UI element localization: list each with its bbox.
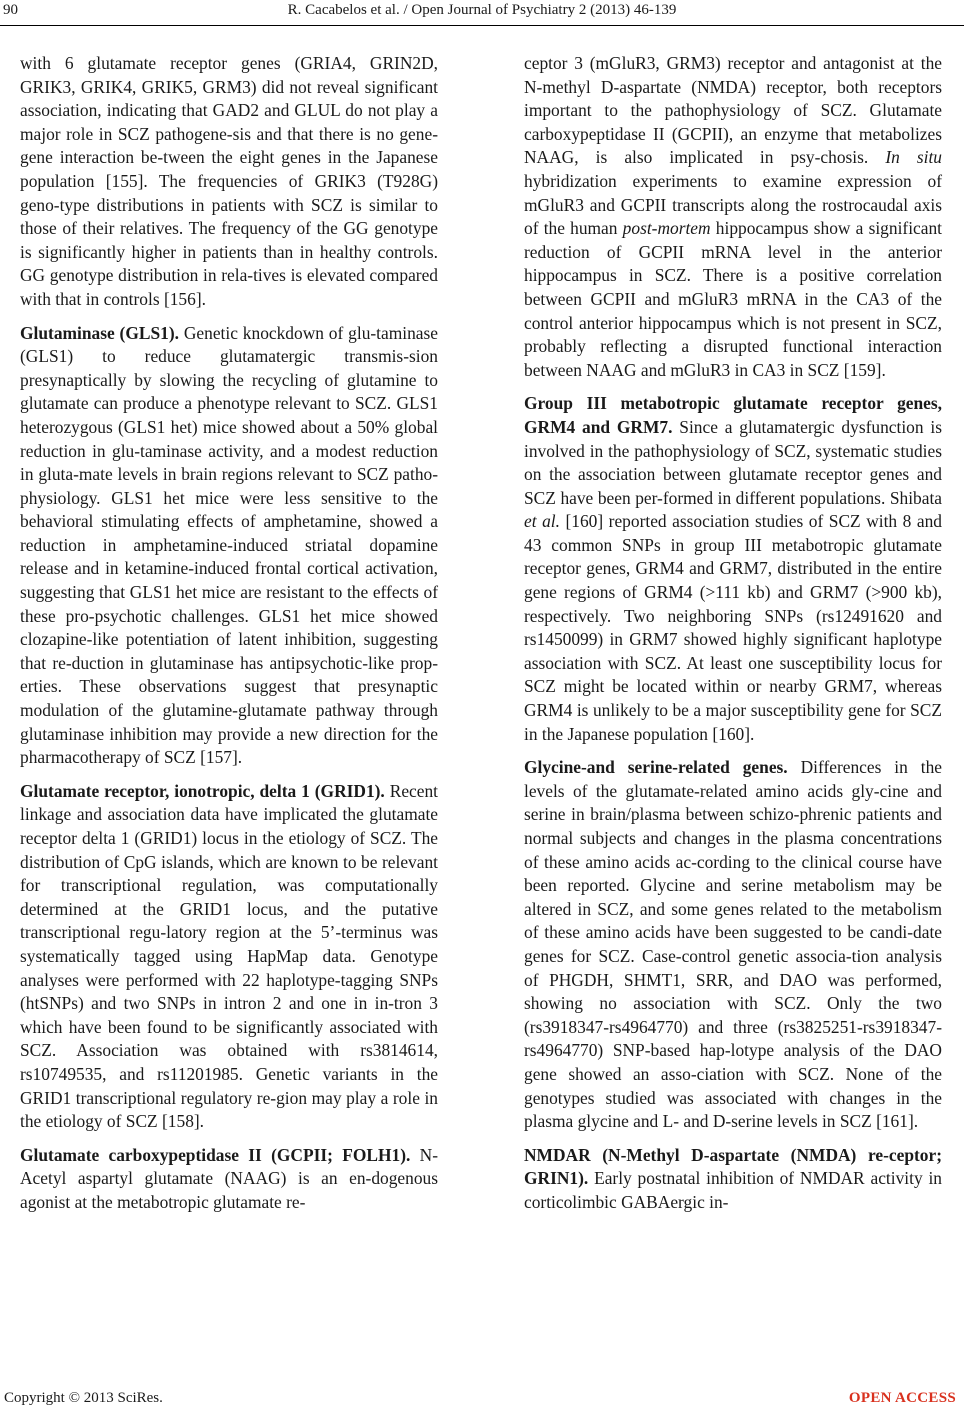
- paragraph-text: Differences in the levels of the glutamate-related amino acids gly-cine and serine in brain/plasma between schizo-phrenic patients and normal subjects and changes in the plasma concentrations of these amino acids ac-cording to the clinical course have been reported. Glycine and serine metabolism may be altered in SCZ, and some genes related to the metabolism of these amino acids have been suggested to be candi-date genes for SCZ. Case-control genetic associa-tion analysis of PHGDH, SHMT1, SRR, and DAO was performed, showing no association with SCZ. Only the two (rs3918347-rs4964770) and three (rs3825251-rs3918347-rs4964770) SNP-based hap-lotype analysis of the DAO gene showed an asso-ciation with SCZ. None of the genotypes studied was associated with changes in the plasma glycine and L- and D-serine levels in SCZ [161].: [524, 757, 942, 1132]
- paragraph: [20, 52, 438, 312]
- paragraph-text: Since a glutamatergic dysfunction is involved in the pathophysiology of SCZ, systematic studies on the association between glutamate receptor genes and SCZ have been per-formed in different populations. Shibata: [524, 416, 942, 508]
- paragraph-text: Early postnatal inhibition of NMDAR activity in corticolimbic GABAergic in-: [524, 1168, 942, 1212]
- section-heading: Group III metabotropic glutamate receptor genes, GRM4 and GRM7.: [524, 393, 942, 437]
- page-footer: [0, 1384, 964, 1412]
- page-number: 90: [3, 2, 18, 18]
- paragraph-text: N-Acetyl aspartyl glutamate (NAAG) is an en-dogenous agonist at the metabotropic glutamate re-: [20, 1144, 438, 1212]
- paragraph-grid1: [20, 780, 438, 1134]
- italic-text: In situ: [885, 147, 942, 168]
- paragraph-grm4-grm7: [524, 392, 942, 746]
- right-column: [524, 52, 942, 1225]
- section-heading: Glycine-and serine-related genes.: [524, 757, 788, 778]
- header-rule: [0, 25, 964, 26]
- page-header: [0, 0, 964, 28]
- open-access-label: OPEN ACCESS: [848, 1390, 956, 1406]
- paragraph-text: Genetic knockdown of glu-taminase (GLS1) to reduce glutamatergic transmis-sion presynaptically by slowing the recycling of glutamine to glutamate can produce a phenotype relevant to SCZ. GLS1 heterozygous (GLS1 het) mice showed about a 50% global reduction in glu-taminase activity, and a modest reduction in gluta-mate levels in brain regions relevant to SCZ patho-physiology. GLS1 het mice were less sensitive to the behavioral stimulating effects of amphetamine, showed a reduction in amphetamine-induced striatal dopamine release and in ketamine-induced frontal cortical activation, suggesting that GLS1 het mice are resistant to the effects of these pro-psychotic challenges. GLS1 het mice showed clozapine-like potentiation of latent inhibition, suggesting that re-duction in glutaminase has antipsychotic-like prop-erties. These observations suggest that presynaptic modulation of the glutamine-glutamate pathway through glutaminase inhibition may provide a new direction for the pharmacotherapy of SCZ [157].: [20, 322, 438, 768]
- paragraph-glutaminase: [20, 322, 438, 770]
- paragraph-text: hybridization experiments to examine expression of mGluR3 and GCPII transcripts along the rostrocaudal axis of the human: [524, 170, 942, 239]
- copyright: Copyright © 2013 SciRes.: [4, 1390, 163, 1406]
- italic-text: post-mortem: [622, 218, 711, 239]
- section-heading: NMDAR (N-Methyl D-aspartate (NMDA) re-ceptor; GRIN1).: [524, 1144, 942, 1189]
- section-heading: Glutamate carboxypeptidase II (GCPII; FOLH1).: [20, 1144, 411, 1165]
- paragraph-text: with 6 glutamate receptor genes (GRIA4, GRIN2D, GRIK3, GRIK4, GRIK5, GRM3) did not reveal significant association, indicating that GAD2 and GLUL do not play a major role in SCZ pathogene-sis and that there is no gene-gene interaction be-tween the eight genes in the Japanese population [155]. The frequencies of GRIK3 (T928G) geno-type distributions in patients with SCZ is similar to those of their relatives. The frequency of the GG genotype is significantly higher in patients than in healthy controls. GG genotype distribution in rela-tives is elevated compared with that in controls [156].: [20, 53, 438, 309]
- italic-text: et al.: [524, 511, 560, 532]
- paragraph-text: hippocampus show a significant reduction of GCPII mRNA level in the anterior hippocampus in SCZ. There is a positive correlation between GCPII and mGluR3 mRNA in the CA3 of the control anterior hippocampus which is not present in SCZ, probably reflecting a disrupted functional interaction between NAAG and mGluR3 in CA3 in SCZ [159].: [524, 218, 942, 380]
- running-title: R. Cacabelos et al. / Open Journal of Psychiatry 2 (2013) 46-139: [287, 2, 677, 18]
- paragraph-text: Recent linkage and association data have implicated the glutamate receptor delta 1 (GRID1) locus in the etiology of SCZ. The distribution of CpG islands, which are known to be relevant for transcriptional regulation, was computationally determined at the GRID1 locus, and the putative transcriptional regu-latory region at the 5’-terminus was systematically tagged using HapMap data. Genotype analyses were performed with 22 haplotype-tagging SNPs (htSNPs) and two SNPs in intron 2 and one in in-tron 3 which have been found to be significantly associated with SCZ. Association was obtained with rs3814614, rs10749535, and rs11201985. Genetic variants in the GRID1 transcriptional regulatory re-gion may play a role in the etiology of SCZ [158].: [20, 780, 438, 1132]
- section-heading: Glutaminase (GLS1).: [20, 322, 179, 343]
- paragraph-glycine-serine: [524, 756, 942, 1134]
- section-heading: Glutamate receptor, ionotropic, delta 1 (GRID1).: [20, 780, 385, 801]
- left-column: [20, 52, 438, 1225]
- paragraph-text: [160] reported association studies of SCZ with 8 and 43 common SNPs in group III metabotropic glutamate receptor genes, GRM4 and GRM7, distributed in the entire gene regions of GRM4 (>111 kb) and GRM7 (>900 kb), respectively. Two neighboring SNPs (rs12491620 and rs1450099) in GRM7 showed highly significant haplotype association with SCZ. At least one susceptibility locus for SCZ might be located within or nearby GRM7, whereas GRM4 is unlikely to be a major susceptibility gene for SCZ in the Japanese population [160].: [524, 511, 942, 744]
- paragraph-gcpii: [20, 1144, 438, 1215]
- paragraph-text: ceptor 3 (mGluR3, GRM3) receptor and antagonist at the N-methyl D-aspartate (NMDA) receptor, both receptors important to the pathophysiology of SCZ. Glutamate carboxypeptidase II (GCPII), an enzyme that metabolizes NAAG, is also implicated in psy-chosis.: [524, 53, 942, 168]
- paragraph-gcpii-continued: [524, 52, 942, 382]
- paragraph-nmdar: [524, 1144, 942, 1215]
